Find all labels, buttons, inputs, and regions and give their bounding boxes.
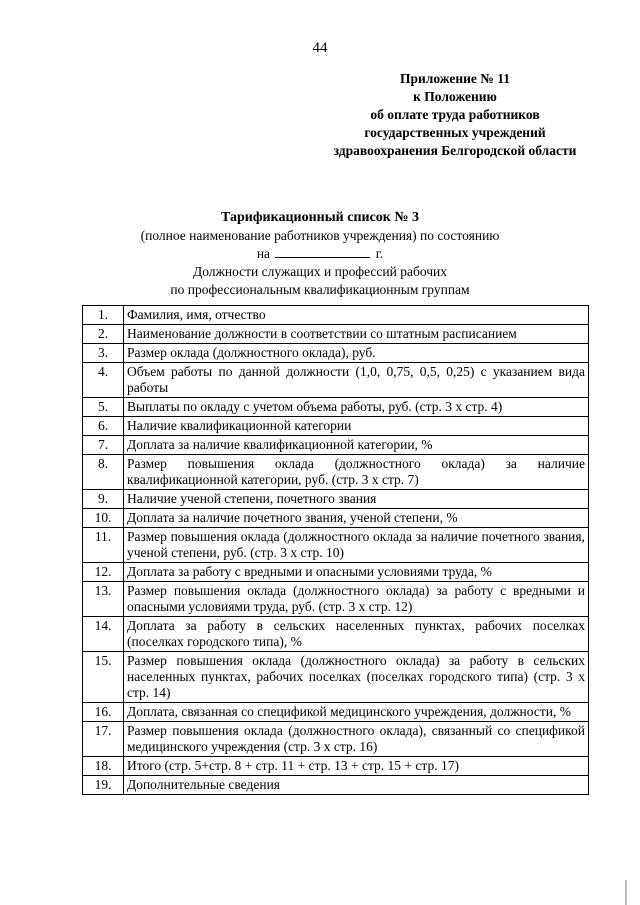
table-row	[83, 490, 589, 509]
row-text: Доплата за наличие почетного звания, ученой степени, %	[124, 509, 589, 528]
row-number: 10.	[83, 509, 124, 528]
row-text: Наличие ученой степени, почетного звания	[124, 490, 589, 509]
table-row	[83, 417, 589, 436]
row-number: 18.	[83, 757, 124, 776]
subtitle-line-4: по профессиональным квалификационным группам	[170, 282, 470, 297]
row-text: Размер повышения оклада (должностного оклада) за работу с вредными и опасными условиями труда, руб. (стр. 3 х стр. 12)	[124, 582, 589, 617]
row-text: Доплата за работу в сельских населенных пунктах, рабочих поселках (поселках городского типа), %	[124, 617, 589, 652]
table-row	[83, 563, 589, 582]
table-row	[83, 652, 589, 703]
row-number: 3.	[83, 344, 124, 363]
scan-edge-mark	[625, 880, 627, 905]
appendix-line: Приложение № 11	[400, 71, 510, 86]
row-text: Размер оклада (должностного оклада), руб.	[124, 344, 589, 363]
row-number: 5.	[83, 398, 124, 417]
row-number: 8.	[83, 455, 124, 490]
row-number: 2.	[83, 325, 124, 344]
appendix-line: к Положению	[413, 89, 497, 104]
table-row	[83, 363, 589, 398]
table-row	[83, 509, 589, 528]
date-prefix: на	[256, 246, 271, 261]
table-row	[83, 398, 589, 417]
row-text: Фамилия, имя, отчество	[124, 306, 589, 325]
table-row	[83, 436, 589, 455]
row-text: Размер повышения оклада (должностного оклада за наличие почетного звания, ученой степени, руб. (стр. 3 х стр. 10)	[124, 528, 589, 563]
table-row	[83, 325, 589, 344]
row-number: 17.	[83, 722, 124, 757]
row-number: 12.	[83, 563, 124, 582]
row-number: 14.	[83, 617, 124, 652]
row-text: Наименование должности в соответствии со штатным расписанием	[124, 325, 589, 344]
date-line	[0, 245, 640, 263]
appendix-line: здравоохранения Белгородской области	[333, 143, 577, 158]
table-row	[83, 455, 589, 490]
row-number: 9.	[83, 490, 124, 509]
document-title: Тарификационный список № 3	[221, 210, 419, 225]
table-row	[83, 617, 589, 652]
tariff-table	[82, 305, 589, 795]
row-number: 1.	[83, 306, 124, 325]
table-row	[83, 757, 589, 776]
subtitle-line-3: Должности служащих и профессий рабочих	[193, 264, 447, 279]
row-text: Наличие квалификационной категории	[124, 417, 589, 436]
date-blank	[275, 245, 370, 258]
row-number: 15.	[83, 652, 124, 703]
appendix-line: государственных учреждений	[364, 125, 546, 140]
row-number: 7.	[83, 436, 124, 455]
row-text: Дополнительные сведения	[124, 776, 589, 795]
row-text: Выплаты по окладу с учетом объема работы, руб. (стр. 3 х стр. 4)	[124, 398, 589, 417]
appendix-line: об оплате труда работников	[370, 107, 540, 122]
row-text: Итого (стр. 5+стр. 8 + стр. 11 + стр. 13 + стр. 15 + стр. 17)	[124, 757, 589, 776]
row-number: 4.	[83, 363, 124, 398]
table-row	[83, 703, 589, 722]
row-text: Доплата за работу с вредными и опасными условиями труда, %	[124, 563, 589, 582]
page-number: 44	[312, 40, 328, 56]
row-number: 16.	[83, 703, 124, 722]
table-row	[83, 306, 589, 325]
subtitle-line-1: (полное наименование работников учреждения) по состоянию	[140, 228, 500, 243]
row-text: Объем работы по данной должности (1,0, 0,75, 0,5, 0,25) с указанием вида работы	[124, 363, 589, 398]
row-text: Доплата за наличие квалификационной категории, %	[124, 436, 589, 455]
table-row	[83, 582, 589, 617]
appendix-header	[320, 70, 590, 160]
table-row	[83, 722, 589, 757]
row-text: Доплата, связанная со спецификой медицинского учреждения, должности, %	[124, 703, 589, 722]
row-text: Размер повышения оклада (должностного оклада) за наличие квалификационной категории, руб. (стр. 3 х стр. 7)	[124, 455, 589, 490]
table-row	[83, 528, 589, 563]
document-subtitle	[0, 227, 640, 299]
table-row	[83, 344, 589, 363]
date-suffix: г.	[375, 246, 384, 261]
table-row	[83, 776, 589, 795]
row-number: 13.	[83, 582, 124, 617]
row-number: 11.	[83, 528, 124, 563]
row-number: 6.	[83, 417, 124, 436]
row-number: 19.	[83, 776, 124, 795]
row-text: Размер повышения оклада (должностного оклада), связанный со спецификой медицинского учреждения (стр. 3 х стр. 16)	[124, 722, 589, 757]
row-text: Размер повышения оклада (должностного оклада) за работу в сельских населенных пунктах, рабочих поселках (поселках городского типа) (стр. 3 х стр. 14)	[124, 652, 589, 703]
